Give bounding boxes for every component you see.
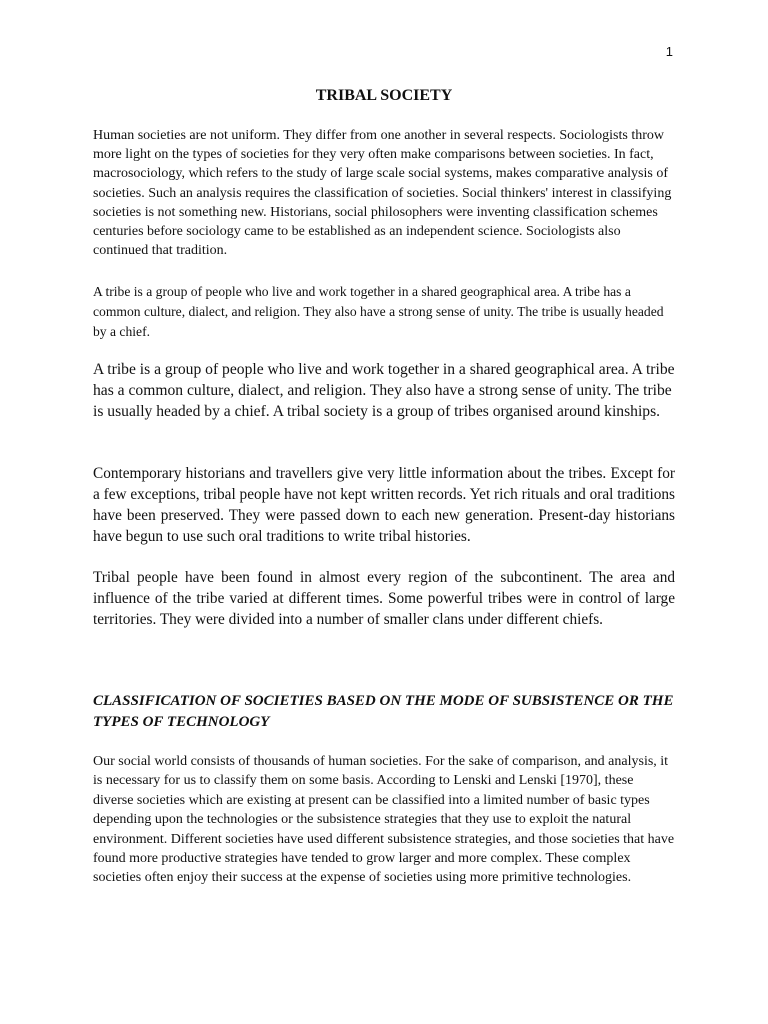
regions-paragraph: Tribal people have been found in almost every region of the subcontinent. The area and influence of the tribe varied at different times. Some powerful tribes were in control of large territories. They were divided into a number of smaller clans under different chiefs. bbox=[93, 569, 675, 628]
document-title: TRIBAL SOCIETY bbox=[315, 87, 453, 104]
intro-paragraph: Human societies are not uniform. They differ from one another in several respects. Sociologists throw more light on the types of societies for they very often make comparisons between societies. In fact, macrosociology, which refers to the study of large scale social systems, makes comparative analysis of societies. Such an analysis requires the classification of societies. Social thinkers' interest in classifying societies is not something new. Historians, social philosophers were inventing classification schemes centuries before sociology came to be established as an independent science. Sociologists also continued that tradition. bbox=[93, 128, 672, 259]
tribe-definition-paragraph-small: A tribe is a group of people who live and work together in a shared geographical area. A tribe has a common culture, dialect, and religion. They also have a strong sense of unity. The tribe is usually headed by a chief. bbox=[93, 284, 664, 339]
section-heading: CLASSIFICATION OF SOCIETIES BASED ON THE MODE OF SUBSISTENCE OR THE TYPES OF TECHNOLOGY bbox=[93, 693, 674, 730]
tribe-definition-paragraph-large: A tribe is a group of people who live and work together in a shared geographical area. A tribe has a common culture, dialect, and religion. They also have a strong sense of unity. The tribe is usually headed by a chief. A tribal society is a group of tribes organised around kinships. bbox=[93, 361, 675, 420]
historians-paragraph: Contemporary historians and travellers give very little information about the tribes. Except for a few exceptions, tribal people have not kept written records. Yet rich rituals and oral traditions have been preserved. They were passed down to each new generation. Present-day historians have begun to use such oral traditions to write tribal histories. bbox=[93, 465, 675, 545]
classification-paragraph: Our social world consists of thousands of human societies. For the sake of comparison, and analysis, it is necessary for us to classify them on some basis. According to Lenski and Lenski [1970], these diverse societies which are existing at present can be classified into a limited number of basic types depending upon the technologies or the subsistence strategies that they use to exploit the natural environment. Different societies have used different subsistence strategies, and those societies that have found more productive strategies have tended to grow larger and more complex. These complex societies often enjoy their success at the expense of societies using more primitive technologies. bbox=[93, 754, 675, 886]
page-number: 1 bbox=[665, 44, 673, 59]
